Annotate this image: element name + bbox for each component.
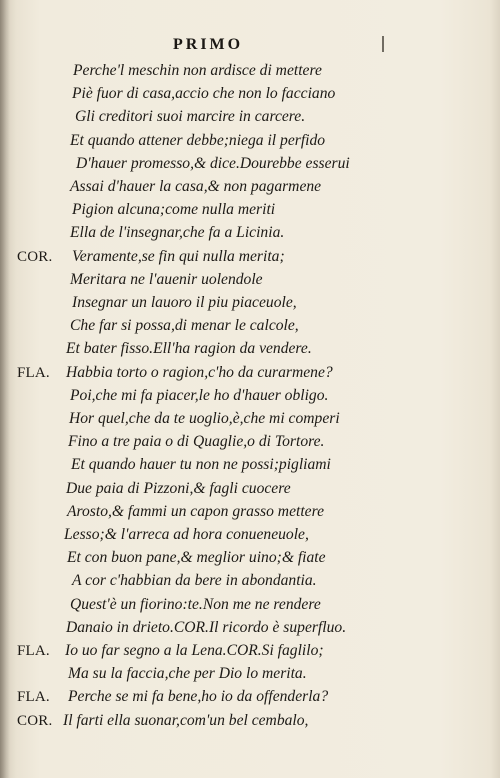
verse-line: D'hauer promesso,& dice.Dourebbe esserui — [76, 155, 350, 172]
verse-line: Veramente,se fin qui nulla merita; — [72, 248, 285, 265]
verse-line: Ma su la faccia,che per Dio lo merita. — [68, 665, 307, 682]
verse-line: Gli creditori suoi marcire in carcere. — [75, 108, 306, 125]
gutter-shadow — [0, 0, 10, 778]
page-edge-mark — [382, 36, 384, 52]
verse-line: Danaio in drieto.COR.Il ricordo è superfluo. — [66, 619, 347, 636]
verse-line: Perche se mi fa bene,ho io da offenderla? — [68, 688, 329, 705]
speaker-label: FLA. — [17, 643, 50, 659]
verse-line: Perche'l meschin non ardisce di mettere — [73, 62, 322, 79]
verse-line: Insegnar un lauoro il piu piaceuole, — [72, 294, 297, 311]
verse-line: Habbia torto o ragion,c'ho da curarmene? — [66, 364, 333, 381]
verse-line: Arosto,& fammi un capon grasso mettere — [67, 503, 324, 520]
speaker-label: FLA. — [17, 689, 50, 705]
running-header: PRIMO — [173, 36, 244, 53]
verse-line: Due paia di Pizzoni,& fagli cuocere — [66, 480, 291, 497]
verse-line: Hor quel,che da te uoglio,è,che mi comperi — [69, 410, 340, 427]
speaker-label: COR. — [17, 249, 53, 265]
verse-line: Et quando hauer tu non ne possi;pigliami — [71, 456, 331, 473]
verse-line: Meritara ne l'auenir uolendole — [70, 271, 263, 288]
verse-line: Et quando attener debbe;niega il perfido — [70, 132, 326, 149]
verse-line: Che far si possa,di menar le calcole, — [70, 317, 299, 334]
speaker-label: COR. — [17, 713, 53, 729]
verse-line: Et bater fisso.Ell'ha ragion da vendere. — [66, 340, 312, 357]
verse-line: Pigion alcuna;come nulla meriti — [72, 201, 276, 218]
verse-line: Piè fuor di casa,accio che non lo facciano — [72, 85, 336, 102]
verse-line: Fino a tre paia o di Quaglie,o di Tortore. — [68, 433, 325, 450]
verse-line: Ella de l'insegnar,che fa a Licinia. — [70, 224, 285, 241]
verse-line: Assai d'hauer la casa,& non pagarmene — [70, 178, 322, 195]
verse-line: Quest'è un fiorino:te.Non me ne rendere — [70, 596, 321, 613]
verse-line: Et con buon pane,& meglior uino;& fiate — [67, 549, 326, 566]
verse-line: Il farti ella suonar,com'un bel cembalo, — [63, 712, 309, 729]
verse-line: Poi,che mi fa piacer,le ho d'hauer obligo. — [70, 387, 329, 404]
speaker-label: FLA. — [17, 365, 50, 381]
verse-line: A cor c'habbian da bere in abondantia. — [72, 572, 317, 589]
verse-line: Io uo far segno a la Lena.COR.Si faglilo; — [65, 642, 324, 659]
verse-line: Lesso;& l'arreca ad hora conueneuole, — [64, 526, 309, 543]
